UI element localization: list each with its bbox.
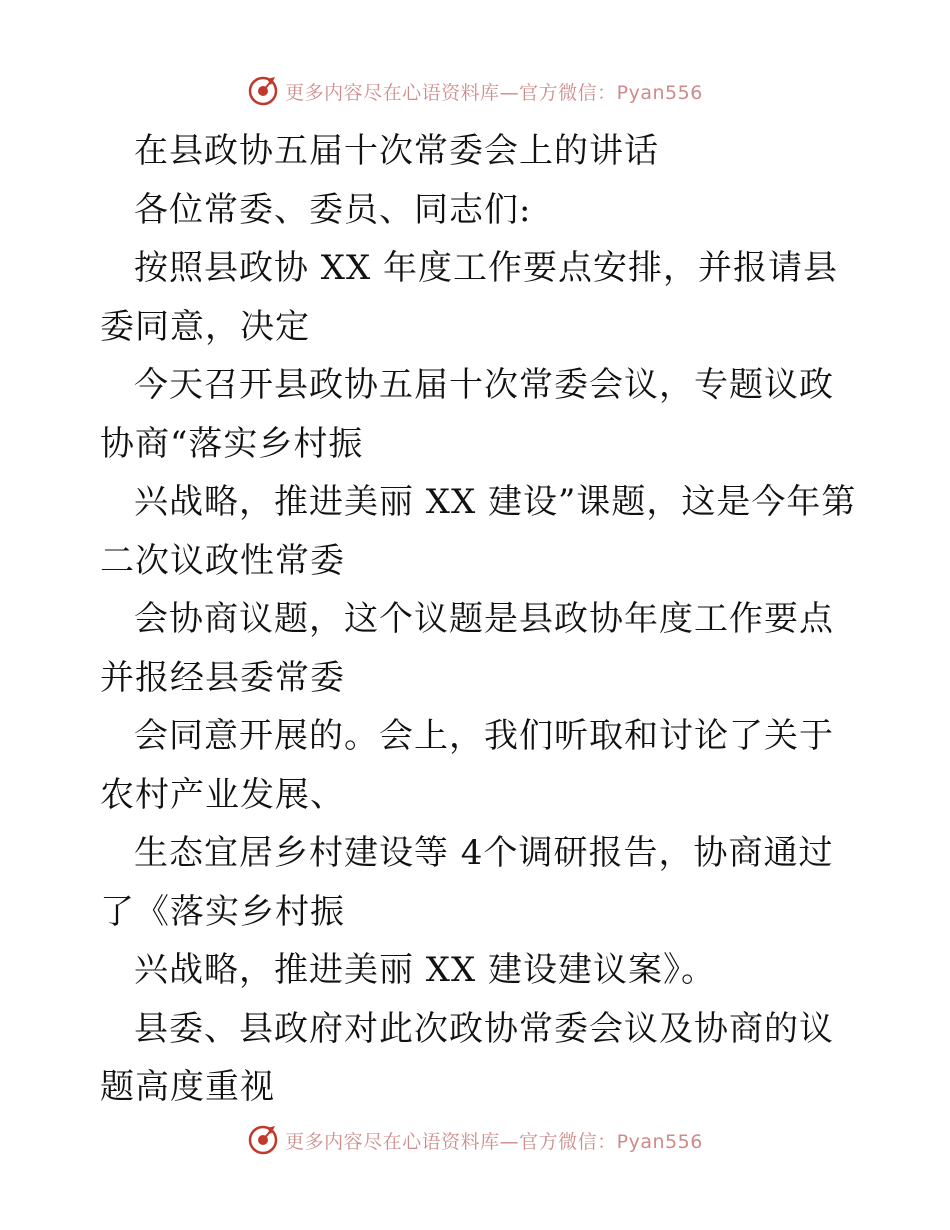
salutation: 各位常委、委员、同志们: xyxy=(134,189,532,230)
paragraph-line: 今天召开县政协五届十次常委会议，专题议政协商“落实乡村振 xyxy=(100,365,834,464)
pen-circle-logo-icon xyxy=(247,75,279,107)
paragraph-line: 会同意开展的。会上，我们听取和讨论了关于农村产业发展、 xyxy=(100,716,834,815)
watermark-text: 更多内容尽在心语资料库—官方微信：Pyan556 xyxy=(285,81,703,104)
paragraph-line: 生态宜居乡村建设等 4个调研报告，协商通过了《落实乡村振 xyxy=(100,833,834,932)
document-title: 在县政协五届十次常委会上的讲话 xyxy=(134,131,659,171)
paragraph-line: 县委、县政府对此次政协常委会议及协商的议题高度重视 xyxy=(100,1008,834,1107)
watermark-text: 更多内容尽在心语资料库—官方微信：Pyan556 xyxy=(285,1130,703,1153)
header-watermark xyxy=(0,71,950,111)
paragraph-line: 兴战略，推进美丽 XX 建设”课题，这是今年第二次议政性常委 xyxy=(100,482,857,581)
paragraph-line: 会协商议题，这个议题是县政协年度工作要点并报经县委常委 xyxy=(100,599,834,698)
paragraph-line: 兴战略，推进美丽 XX 建设建议案》。 xyxy=(134,950,717,990)
document-body xyxy=(100,122,860,1117)
pen-circle-logo-icon xyxy=(247,1124,279,1156)
paragraph-line: 按照县政协 XX 年度工作要点安排，并报请县委同意，决定 xyxy=(100,248,839,347)
footer-watermark xyxy=(0,1120,950,1160)
